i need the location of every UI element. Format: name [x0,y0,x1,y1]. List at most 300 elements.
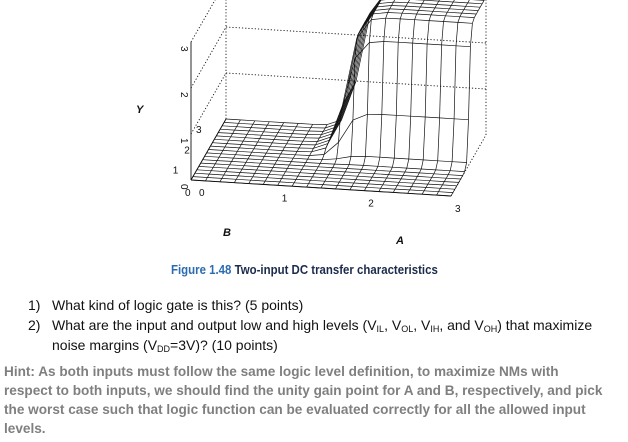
mesh-line [444,16,446,22]
mesh-line [221,154,235,155]
mesh-line [390,9,405,10]
mesh-line [368,181,370,184]
mesh-line [435,5,437,8]
mesh-line [207,178,221,179]
mesh-line [349,157,351,165]
mesh-line [278,185,292,186]
mesh-line [240,169,242,172]
mesh-line [298,173,300,176]
mesh-line [209,171,211,174]
mesh-line [238,173,240,176]
mesh-line [398,19,400,42]
mesh-line [302,166,304,169]
mesh-line [289,137,291,140]
mesh-line [439,192,453,193]
b-tick-label: 2 [184,145,190,157]
mesh-line [284,123,298,124]
mesh-line [242,166,244,169]
mesh-line [252,152,266,153]
mesh-line [440,185,442,188]
mesh-line [213,164,215,167]
hint-line: Hint: As both inputs must follow the same logic level definition, to maximize NMs with [4,364,559,379]
mesh-line [272,143,287,144]
mesh-line [246,159,248,162]
mesh-line [376,166,378,170]
mesh-line [294,127,296,130]
mesh-line [458,22,473,23]
mesh-line [464,10,478,11]
mesh-line [422,194,437,195]
mesh-line [434,170,436,174]
mesh-line [282,126,297,127]
mesh-line [392,167,406,168]
mesh-line [415,176,417,179]
mesh-line [381,185,383,188]
b-tick-label: 1 [172,165,179,177]
mesh-line [379,2,393,3]
mesh-line [400,13,402,19]
mesh-line [214,139,229,140]
mesh-line [262,132,264,135]
mesh-line [277,161,292,162]
mesh-line [293,158,308,159]
mesh-line [301,141,303,144]
mesh-line [386,18,401,19]
mesh-line [203,160,217,161]
mesh-line [277,157,279,160]
mesh-line [378,157,380,166]
mesh-line [268,150,283,151]
mesh-line [390,171,405,172]
mesh-line [347,169,362,170]
mesh-line [444,22,458,23]
mesh-line [221,150,223,153]
mesh-line [446,178,460,179]
y-tick-label: 2 [178,92,189,98]
mesh-line [343,172,345,175]
mesh-line [388,9,390,13]
mesh-line [435,8,449,9]
mesh-line [227,144,242,145]
mesh-line [408,193,422,194]
mesh-line [222,126,237,127]
mesh-line [230,161,232,164]
mesh-line [219,154,221,157]
mesh-line [437,1,439,4]
mesh-line [321,188,335,189]
mesh-line [274,140,288,141]
mesh-line [294,130,309,131]
mesh-line [237,148,239,151]
mesh-line [392,2,394,5]
mesh-line [437,192,439,195]
wall-gridline [191,0,226,42]
mesh-line [329,174,343,175]
mesh-line [318,163,320,166]
mesh-line [205,153,207,156]
mesh-line [345,169,347,172]
mesh-line [460,17,474,18]
mesh-line [421,169,435,170]
mesh-line [285,168,287,171]
a-tick-label: 0 [199,188,205,199]
mesh-line [222,175,224,178]
mesh-line [193,173,195,176]
mesh-line [260,139,275,140]
mesh-line [365,156,380,157]
mesh-line [228,168,242,169]
mesh-line [325,181,339,182]
mesh-line [267,122,269,125]
mesh-line [271,171,285,172]
mesh-line [408,0,410,3]
mesh-line [414,183,428,184]
mesh-line [310,180,325,181]
mesh-line [374,170,376,173]
mesh-line [364,165,378,166]
mesh-line [222,122,224,125]
mesh-line [419,10,433,11]
mesh-line [253,177,267,178]
mesh-line [292,186,307,187]
mesh-line [333,168,347,169]
mesh-line [236,179,250,180]
a-tick-label: 1 [281,193,288,205]
mesh-line [393,189,395,192]
mesh-line [408,3,423,4]
mesh-line [260,160,262,163]
mesh-line [428,184,443,185]
mesh-line [452,162,467,163]
mesh-line [421,160,423,169]
y-tick-label: 0 [178,184,189,190]
mesh-line [400,19,414,20]
mesh-line [268,146,270,149]
mesh-line [335,159,337,164]
mesh-line [397,186,412,187]
mesh-line [296,176,298,179]
mesh-line [270,146,284,147]
mesh-line [283,147,285,150]
mesh-line [271,168,273,171]
mesh-line [372,177,387,178]
mesh-line [276,133,278,136]
a-tick-label: 3 [455,204,461,215]
mesh-line [426,184,428,187]
mesh-line [411,116,426,117]
mesh-line [201,160,203,163]
mesh-line [415,20,430,21]
mesh-line [422,0,424,3]
mesh-line [370,177,372,180]
mesh-line [239,123,253,124]
mesh-line [358,176,372,177]
mesh-line [282,123,284,126]
mesh-line [308,159,322,160]
mesh-line [278,182,280,185]
mesh-line [265,125,267,128]
mesh-line [205,156,220,157]
mesh-line [403,176,418,177]
transfer-surface [191,0,486,196]
mesh-line [369,20,371,43]
question-1: 1) What kind of logic gate is this? (5 points) [28,297,304,313]
mesh-line [335,164,350,165]
mesh-line [284,172,286,175]
mesh-line [444,178,446,181]
mesh-line [417,176,431,177]
mesh-line [289,140,303,141]
mesh-line [220,126,222,129]
mesh-line [437,5,452,6]
mesh-line [223,150,238,151]
mesh-line [322,159,337,160]
mesh-line [430,177,432,180]
mesh-line [339,182,354,183]
mesh-line [314,170,316,173]
mesh-line [316,167,318,170]
mesh-line [446,175,448,179]
mesh-line [226,119,240,120]
mesh-line [296,179,310,180]
mesh-line [337,182,339,185]
mesh-line [442,22,444,45]
mesh-line [294,183,308,184]
mesh-line [275,164,289,165]
mesh-line [253,173,255,176]
mesh-line [207,174,209,177]
mesh-line [253,121,255,124]
mesh-line [218,129,220,132]
mesh-line [454,46,456,119]
mesh-line [212,143,226,144]
mesh-line [373,13,388,14]
mesh-line [281,154,296,155]
mesh-line [449,9,464,10]
mesh-line [314,174,329,175]
mesh-line [420,4,422,7]
mesh-line [387,178,401,179]
mesh-line [427,44,442,45]
mesh-line [251,180,266,181]
mesh-line [298,123,313,124]
mesh-line [227,140,229,143]
mesh-line [394,2,408,3]
mesh-line [263,181,265,184]
mesh-line [318,167,333,168]
mesh-line [430,181,444,182]
mesh-line [432,177,447,178]
mesh-line [399,179,401,182]
mesh-line [426,187,440,188]
mesh-line [375,9,389,10]
mesh-line [310,177,312,180]
mesh-line [419,7,421,10]
mesh-line [263,184,278,185]
mesh-line [257,170,271,171]
mesh-line [207,153,221,154]
mesh-line [264,132,278,133]
mesh-line [341,175,343,178]
mesh-line [394,115,396,158]
mesh-line [379,192,393,193]
mesh-line [298,176,313,177]
mesh-line [256,142,258,145]
back-walls [191,0,486,196]
mesh-line [287,140,289,143]
mesh-line [367,43,369,115]
mesh-line [309,180,311,183]
mesh-line [380,115,382,158]
mesh-line [256,145,271,146]
mesh-line [393,192,408,193]
mesh-line [287,144,301,145]
mesh-line [329,171,331,174]
mesh-line [337,186,351,187]
mesh-line [209,174,224,175]
mesh-line [353,114,368,120]
mesh-line [470,23,472,46]
mesh-line [292,130,294,133]
mesh-line [306,159,308,162]
mesh-line [218,133,233,134]
mesh-line [444,182,459,183]
mesh-line [210,146,225,147]
mesh-line [289,162,291,165]
mesh-line [225,144,227,147]
mesh-line [411,43,413,116]
mesh-line [419,173,434,174]
mesh-line [415,14,417,20]
mesh-line [412,183,414,186]
mesh-line [293,155,295,158]
mesh-line [404,10,418,11]
mesh-line [388,13,402,14]
mesh-line [312,177,326,178]
mesh-line [307,184,309,187]
mesh-line [216,136,230,137]
mesh-line [238,176,253,177]
mesh-line [303,138,305,141]
mesh-line [235,130,250,131]
mesh-line [440,118,455,119]
mesh-line [237,123,239,126]
mesh-line [401,176,403,179]
mesh-line [428,181,430,184]
mesh-line [419,169,421,173]
mesh-line [366,187,380,188]
mesh-line [335,189,350,190]
mesh-line [292,183,294,186]
mesh-line [372,174,374,177]
mesh-line [350,186,352,189]
mesh-line [323,185,338,186]
mesh-line [331,168,333,172]
mesh-line [235,155,250,156]
mesh-line [331,171,346,172]
hint-line: respect to both inputs, we should find the unity gain point for A and B, respectively, and pick [4,383,603,398]
mesh-line [352,183,354,186]
mesh-line [431,11,433,15]
mesh-line [296,123,298,126]
mesh-line [306,163,321,164]
mesh-line [310,155,325,156]
mesh-line [262,160,276,161]
mesh-line [335,186,337,189]
mesh-line [402,10,404,14]
mesh-line [224,122,238,123]
mesh-line [429,21,443,22]
mesh-line [224,175,238,176]
mesh-line [289,165,304,166]
mesh-line [254,145,256,148]
mesh-line [350,190,364,191]
y-axis-label: Y [136,104,144,116]
mesh-line [478,7,480,10]
mesh-line [383,181,385,184]
mesh-line [249,184,263,185]
mesh-line [255,170,257,173]
mesh-line [407,159,409,168]
mesh-line [243,138,245,141]
mesh-line [451,2,453,5]
mesh-line [231,133,233,136]
mesh-line [395,189,409,190]
mesh-line [280,182,295,183]
mesh-line [439,1,453,2]
mesh-line [264,156,279,157]
mesh-line [383,185,397,186]
mesh-line [425,117,439,118]
mesh-line [417,173,419,177]
mesh-line [269,174,283,175]
mesh-line [451,193,453,196]
mesh-line [294,179,296,182]
mesh-line [292,134,306,135]
mesh-line [394,0,396,2]
mesh-line [216,133,218,136]
mesh-line [276,136,290,137]
mesh-line [364,156,366,165]
a-tick-label: 2 [368,198,374,210]
mesh-line [316,170,330,171]
a-axis-label: A [396,235,404,247]
mesh-line [442,185,456,186]
mesh-line [434,174,448,175]
mesh-line [366,184,368,187]
mesh-line [251,177,253,180]
mesh-line [480,4,482,7]
caption-number: Figure 1.48 [171,262,232,277]
mesh-line [248,156,250,159]
mesh-line [235,127,237,130]
mesh-line [244,166,258,167]
mesh-line [232,161,246,162]
mesh-line [365,114,367,156]
mesh-line [209,146,211,149]
mesh-line [252,149,254,152]
mesh-line [265,181,279,182]
mesh-line [260,163,275,164]
mesh-line [231,137,246,138]
mesh-line [205,181,220,182]
mesh-line [195,170,197,173]
mesh-line [442,45,456,46]
mesh-line [436,170,451,171]
mesh-line [325,178,327,181]
b-axis-label: B [223,227,231,239]
mesh-line [290,134,292,137]
